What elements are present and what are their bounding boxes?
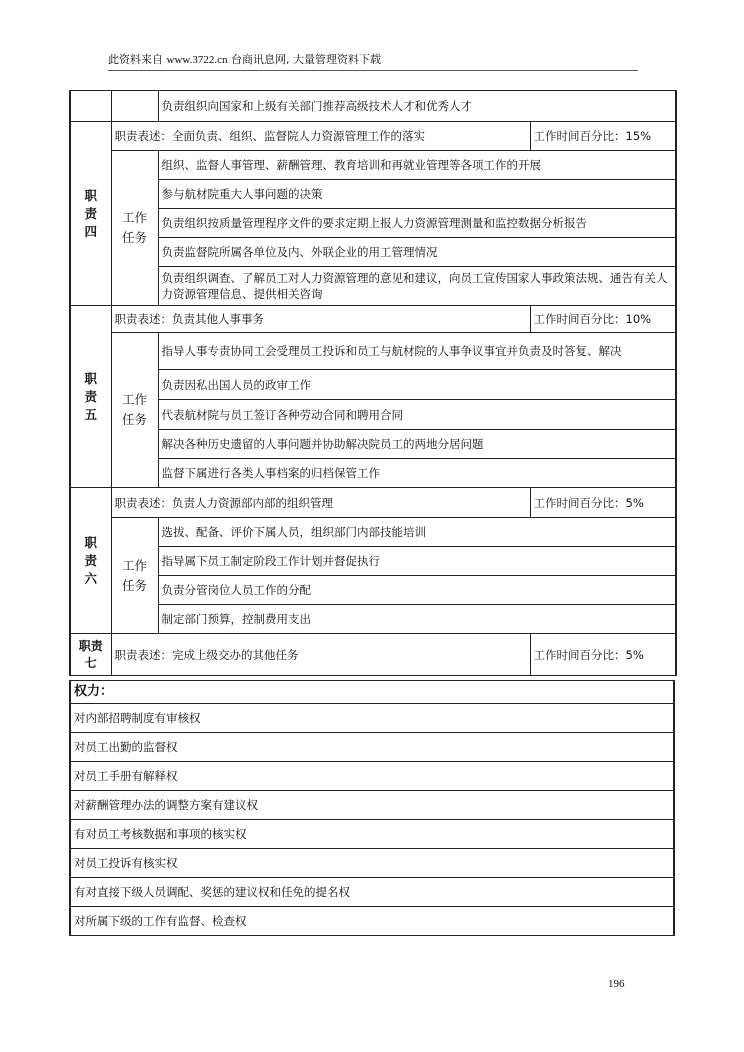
- table-row: [70, 180, 676, 209]
- task-cell: 负责组织向国家和上级有关部门推荐高级技术人才和优秀人才: [158, 91, 676, 122]
- duty-description: 职责表述：全面负责、组织、监督院人力资源管理工作的落实: [111, 122, 530, 151]
- table-row: [70, 238, 676, 267]
- duty-description: 职责表述：完成上级交办的其他任务: [111, 634, 530, 676]
- header-site: www.3722.cn: [166, 54, 228, 66]
- header-prefix: 此资料来自: [108, 53, 163, 66]
- time-percent: 工作时间百分比：5%: [530, 488, 676, 518]
- duty-table: [69, 90, 677, 676]
- duty-label: 职 责 五: [70, 306, 111, 488]
- power-item: 对所属下级的工作有监督、检查权: [70, 907, 674, 936]
- table-row: [70, 209, 676, 238]
- page-number: 196: [608, 978, 625, 990]
- table-row: [70, 151, 676, 180]
- table-row: [70, 459, 676, 488]
- duty-description: 职责表述：负责其他人事事务: [111, 306, 530, 333]
- table-row: [70, 547, 676, 576]
- table-row: [70, 333, 676, 370]
- task-cell: 参与航材院重大人事问题的决策: [158, 180, 676, 209]
- task-cell: 指导属下员工制定阶段工作计划并督促执行: [158, 547, 676, 576]
- task-cell: 指导人事专责协同工会受理员工投诉和员工与航材院的人事争议事宜并负责及时答复、解决: [158, 333, 676, 370]
- work-label-cell: [111, 91, 158, 122]
- table-row: [70, 704, 674, 733]
- table-row: [70, 878, 674, 907]
- duty-label: 职责 七: [70, 634, 111, 676]
- power-item: 有对员工考核数据和事项的核实权: [70, 820, 674, 849]
- task-cell: 负责组织按质量管理程序文件的要求定期上报人力资源管理测量和监控数据分析报告: [158, 209, 676, 238]
- power-item: 对员工出勤的监督权: [70, 733, 674, 762]
- table-row: [70, 791, 674, 820]
- time-percent: 工作时间百分比：15%: [530, 122, 676, 151]
- table-row: [70, 820, 674, 849]
- task-cell: 解决各种历史遗留的人事问题并协助解决院员工的两地分居问题: [158, 430, 676, 459]
- task-cell: 负责组织调查、了解员工对人力资源管理的意见和建议，向员工宣传国家人事政策法规、通告有关人力资源管理信息、提供相关咨询: [158, 267, 676, 306]
- duty-label: 职 责 六: [70, 488, 111, 634]
- task-cell: 负责分管岗位人员工作的分配: [158, 576, 676, 605]
- duty-label: 职 责 四: [70, 122, 111, 306]
- task-cell: 组织、监督人事管理、薪酬管理、教育培训和再就业管理等各项工作的开展: [158, 151, 676, 180]
- work-task-label: 工作 任务: [111, 333, 158, 488]
- powers-table: [69, 703, 675, 936]
- duty-description-row: [70, 306, 676, 333]
- table-row: [70, 518, 676, 547]
- duty-label-cell: [70, 91, 111, 122]
- task-cell: 负责监督院所属各单位及内、外联企业的用工管理情况: [158, 238, 676, 267]
- task-cell: 选拔、配备、评价下属人员，组织部门内部技能培训: [158, 518, 676, 547]
- power-item: 有对直接下级人员调配、奖惩的建议权和任免的提名权: [70, 878, 674, 907]
- powers-title: 权力：: [69, 680, 675, 704]
- time-percent: 工作时间百分比：5%: [530, 634, 676, 676]
- table-row: [70, 576, 676, 605]
- table-row: [70, 267, 676, 306]
- table-row: [70, 733, 674, 762]
- duty-description-row: [70, 634, 676, 676]
- table-row: [70, 400, 676, 430]
- duty-description-row: [70, 488, 676, 518]
- power-item: 对员工手册有解释权: [70, 762, 674, 791]
- power-item: 对内部招聘制度有审核权: [70, 704, 674, 733]
- task-cell: 制定部门预算，控制费用支出: [158, 605, 676, 634]
- work-task-label: 工作 任务: [111, 151, 158, 306]
- table-row: [70, 849, 674, 878]
- table-row: [70, 762, 674, 791]
- duty-description: 职责表述：负责人力资源部内部的组织管理: [111, 488, 530, 518]
- header-suffix: 台商讯息网, 大量管理资料下载: [231, 53, 381, 66]
- page-header: [108, 52, 638, 71]
- table-row: [70, 370, 676, 400]
- work-task-label: 工作 任务: [111, 518, 158, 634]
- power-item: 对员工投诉有核实权: [70, 849, 674, 878]
- table-row: [70, 605, 676, 634]
- power-item: 对薪酬管理办法的调整方案有建议权: [70, 791, 674, 820]
- task-cell: 负责因私出国人员的政审工作: [158, 370, 676, 400]
- task-cell: 监督下属进行各类人事档案的归档保管工作: [158, 459, 676, 488]
- table-row: [70, 91, 676, 122]
- time-percent: 工作时间百分比：10%: [530, 306, 676, 333]
- duty-description-row: [70, 122, 676, 151]
- table-row: [70, 907, 674, 936]
- task-cell: 代表航材院与员工签订各种劳动合同和聘用合同: [158, 400, 676, 430]
- table-row: [70, 430, 676, 459]
